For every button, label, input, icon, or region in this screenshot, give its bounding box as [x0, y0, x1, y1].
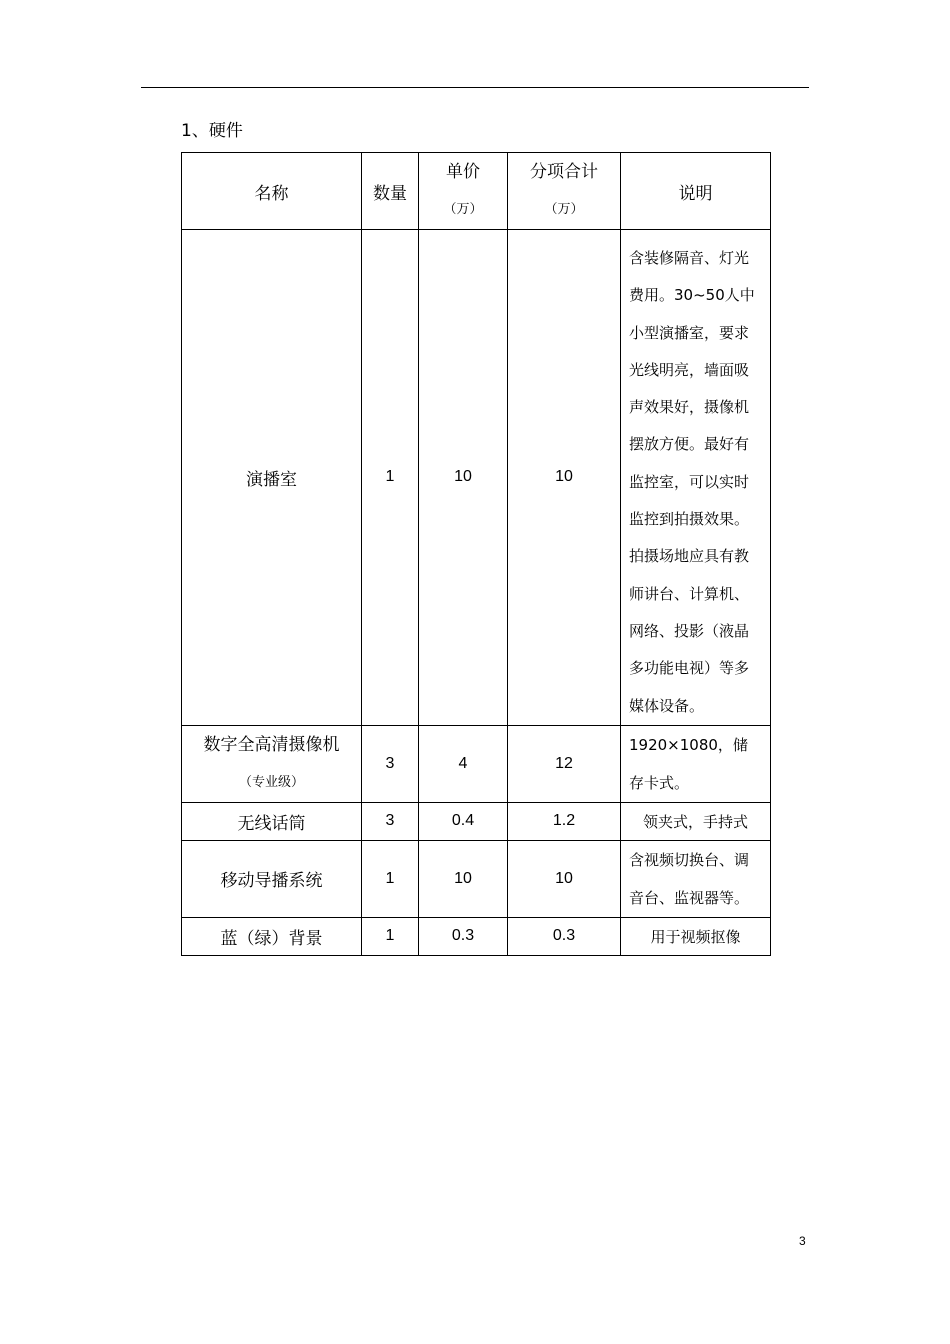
cell-quantity: 3	[362, 725, 419, 802]
header-subtotal	[508, 153, 621, 230]
cell-description: 含装修隔音、灯光费用。30~50人中小型演播室，要求光线明亮，墙面吸声效果好，摄像机摆放方便。最好有监控室，可以实时监控到拍摄效果。拍摄场地应具有教师讲台、计算机、网络、投影（液晶多功能电视）等多媒体设备。	[621, 230, 771, 726]
table-row	[182, 840, 771, 917]
table-row	[182, 917, 771, 955]
section-heading: 1、硬件	[181, 121, 243, 141]
hardware-table	[181, 152, 771, 956]
cell-name: 蓝（绿）背景	[182, 917, 362, 955]
cell-description: 含视频切换台、调音台、监视器等。	[621, 840, 771, 917]
header-subtotal-label: 分项合计	[530, 162, 598, 182]
cell-quantity: 1	[362, 230, 419, 726]
cell-unit-price: 4	[419, 725, 508, 802]
header-unit-price	[419, 153, 508, 230]
table-row	[182, 725, 771, 802]
cell-name: 演播室	[182, 230, 362, 726]
cell-unit-price: 0.3	[419, 917, 508, 955]
cell-description: 1920×1080，储存卡式。	[621, 725, 771, 802]
cell-unit-price: 10	[419, 840, 508, 917]
cell-subtotal: 10	[508, 230, 621, 726]
cell-quantity: 1	[362, 917, 419, 955]
cell-name: 移动导播系统	[182, 840, 362, 917]
header-description: 说明	[621, 153, 771, 230]
cell-subtotal: 10	[508, 840, 621, 917]
header-name: 名称	[182, 153, 362, 230]
cell-description: 领夹式，手持式	[621, 802, 771, 840]
cell-quantity: 1	[362, 840, 419, 917]
cell-description: 用于视频抠像	[621, 917, 771, 955]
cell-subtotal: 0.3	[508, 917, 621, 955]
header-unit-price-label: 单价	[446, 162, 480, 182]
table-header-row	[182, 153, 771, 230]
cell-name	[182, 725, 362, 802]
cell-subtotal: 1.2	[508, 802, 621, 840]
page-number: 3	[799, 1234, 806, 1248]
cell-unit-price: 0.4	[419, 802, 508, 840]
cell-unit-price: 10	[419, 230, 508, 726]
table-row	[182, 230, 771, 726]
table-row	[182, 802, 771, 840]
cell-subtotal: 12	[508, 725, 621, 802]
header-subtotal-unit: （万）	[544, 202, 584, 217]
header-unit-price-unit: （万）	[443, 202, 483, 217]
cell-name-sub: （专业级）	[238, 774, 304, 790]
header-quantity: 数量	[362, 153, 419, 230]
header-rule	[141, 87, 809, 88]
cell-name-main: 数字全高清摄像机	[203, 734, 340, 755]
cell-quantity: 3	[362, 802, 419, 840]
cell-name: 无线话筒	[182, 802, 362, 840]
